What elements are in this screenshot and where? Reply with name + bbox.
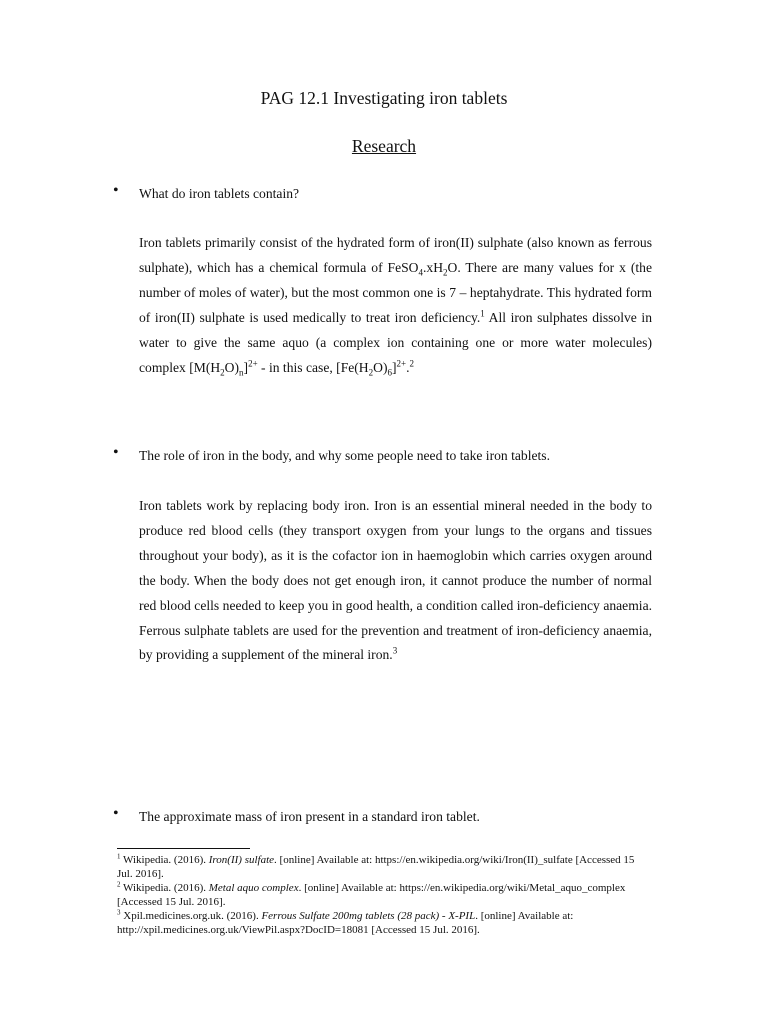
- bullet-point: •: [113, 805, 119, 822]
- footnote-3: $^3$ Xpil.medicines.org.uk. (2016). Ferrous Sulfate 200mg tablets (28 pack) - X-PIL. [online] Available at: http://xpil.medicines.org.uk/ViewPil.aspx?DocID=18081 [Accessed 15 Jul. 2016].: [117, 908, 574, 936]
- footnote-2: $^2$ Wikipedia. (2016). Metal aquo complex. [online] Available at: https://en.wikipedia.org/wiki/Metal_aquo_complex [Accessed 15 Jul. 2016].: [117, 880, 626, 908]
- answer-paragraph-1: Iron tablets primarily consist of the hydrated form of iron(II) sulphate (also known as ferrous sulphate), which has a chemical formula of $FeSO_4.xH_2O$. There are many values for x (the number of moles of water), but the most common one is 7 – heptahydrate. This hydrated form of iron(II) sulphate is used medically to treat iron deficiency.$^1$ All iron sulphates dissolve in water to give the same aquo (a complex ion containing one or more water molecules) complex $[M(H_2O)_n]^{2+}$ - in this case, $[Fe(H_2O)_6]^{2+}.^2$: [139, 235, 653, 378]
- section-heading: Research: [351, 136, 417, 156]
- document-title: PAG 12.1 Investigating iron tablets: [260, 88, 508, 108]
- question-2: The role of iron in the body, and why some people need to take iron tablets.: [139, 448, 550, 463]
- answer-paragraph-2: Iron tablets work by replacing body iron. Iron is an essential mineral needed in the body to produce red blood cells (they transport oxygen from your lungs to the organs and tissues throughout your body), as it is the cofactor ion in haemoglobin which carries oxygen around the body. When the body does not get enough iron, it cannot produce the number of normal red blood cells needed to keep you in good health, a condition called iron-deficiency anaemia. Ferrous sulphate tablets are used for the prevention and treatment of iron-deficiency anaemia, by providing a supplement of the mineral iron.$^3$: [139, 498, 652, 663]
- question-3: The approximate mass of iron present in a standard iron tablet.: [139, 809, 480, 824]
- question-1: What do iron tablets contain?: [139, 186, 300, 201]
- footnote-separator: [117, 848, 250, 849]
- footnote-ref-1[interactable]: 1: [480, 308, 485, 319]
- footnote-1: $^1$ Wikipedia. (2016). Iron(II) sulfate. [online] Available at: https://en.wikipedia.org/wiki/Iron(II)_sulfate [Accessed 15 Jul. 2016].: [117, 852, 635, 880]
- footnote-ref-2[interactable]: 2: [409, 358, 415, 368]
- bullet-point: •: [113, 444, 119, 461]
- bullet-point: •: [113, 182, 119, 199]
- footnote-ref-3[interactable]: 3: [392, 645, 398, 656]
